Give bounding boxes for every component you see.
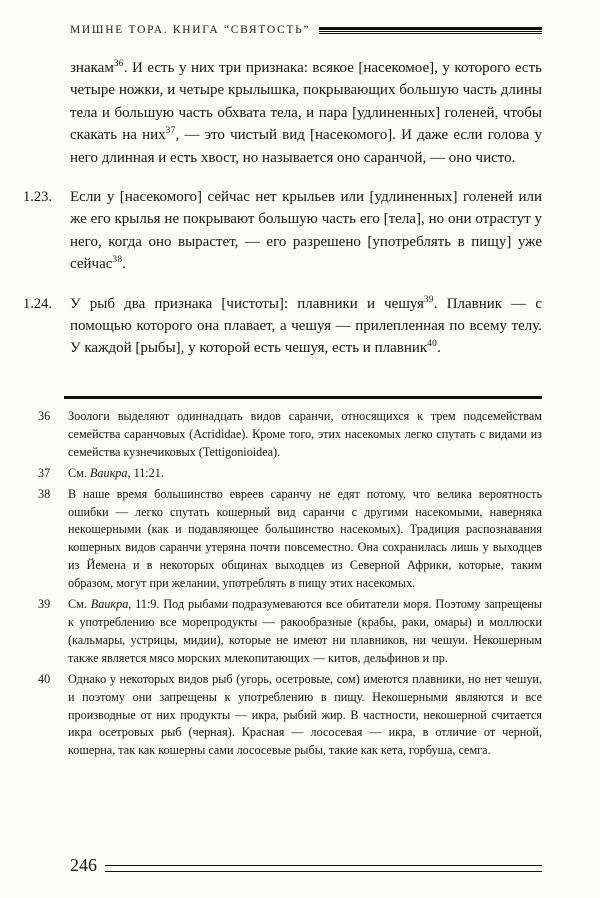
footnote-37: [38, 465, 542, 483]
footnote-text: См. Ваикра, 11:21.: [68, 465, 164, 480]
footnote-36: [38, 408, 542, 462]
footer-rule-thin-line: [105, 871, 542, 872]
header-rule-thin-line: [319, 33, 542, 34]
footnote-number: 40: [38, 671, 51, 686]
footnote-number: 38: [38, 486, 51, 501]
paragraph-text: знакам$^{36}$. И есть у них три признака: всякое [насекомое], у которого есть четыре ножки, и четыре крылышка, покрывающих большую часть длины тела и большую часть обхвата тела, и пара [удлиненных] голеней, чтобы скакать на них$^{37}$, — это чистый вид [насекомого]. И даже если голова у него длинная и есть хвост, но называется оно саранчой, — оно чисто.: [70, 59, 542, 166]
paragraph-text: Если у [насекомого] сейчас нет крыльев или [удлиненных] голеней или же его крылья не покрывают большую часть его [тела], но они отрастут у него, когда оно вырастет, — его разрешено [употреблять в пищу] уже сейчас$^{38}$.: [70, 189, 542, 273]
footnote-separator-rule: [64, 396, 542, 399]
footnote-number: 37: [38, 465, 51, 480]
paragraph-text: У рыб два признака [чистоты]: плавники и чешуя$^{39}$. Плавник — с помощью которого она плавает, а чешуя — прилепленная по всему телу. У каждой [рыбы], у которой есть чешуя, есть и плавник$^{40}$.: [70, 294, 543, 357]
paragraph-1-23: [23, 186, 542, 276]
header-rule-thick-line: [319, 27, 542, 30]
footnote-number: 39: [38, 597, 51, 612]
footnote-text: Однако у некоторых видов рыб (угорь, осетровые, сом) имеются плавники, но нет чешуи, и поэтому они запрещены к употреблению в пищу. Некошерными являются и все производные от них продукты — икра, рыбий жир. В частности, некошерной считается икра осетровых рыб (черная). Красная — лососевая — икра, в отличие от черной, кошерна, так как кошерны сами лососевые рыбы, такие как кета, горбуша, семга.: [68, 671, 542, 758]
running-title: МИШНЕ ТОРА. КНИГА “СВЯТОСТЬ”: [70, 24, 311, 36]
main-text: [23, 57, 543, 377]
paragraph-1-24: [23, 293, 543, 360]
footnotes-section: [38, 408, 542, 763]
page-footer: [70, 856, 542, 874]
page-header: [70, 24, 542, 36]
page-number: 246: [70, 855, 97, 875]
header-rule-decoration: [319, 27, 542, 34]
footnote-number: 36: [38, 409, 51, 423]
paragraph-number: 1.23.: [23, 189, 52, 206]
header-rule-thin-line: [319, 31, 542, 32]
footnote-39: [38, 596, 542, 668]
footnote-40: [38, 671, 542, 761]
footer-rule-thin-line: [105, 865, 542, 866]
footer-rule-decoration: [105, 860, 542, 874]
footnote-text: См. Ваикра, 11:9. Под рыбами подразумеваются все обитатели моря. Поэтому запрещены к употреблению все морепродукты — ракообразные (крабы, раки, омары) и моллюски (кальмары, устрицы, мидии), которые не имеют ни плавников, ни чешуи. Некошерным также является мясо морских млекопитающих — китов, дельфинов и пр.: [68, 597, 542, 665]
paragraph-continuation: [70, 57, 542, 169]
footnote-text: В наше время большинство евреев саранчу не едят потому, что велика вероятность ошибки — легко спутать кошерный вид саранчи с другими насекомыми, наверняка некошерными (как и подавляющее большинство насекомых). Традиция распознавания кошерных видов саранчи утеряна почти повсеместно. Она сохранилась лишь у выходцев из Йемена и в некоторых общинах выходцев из Северной Африки, которые, таким образом, могут при желании, употреблять в пищу этих насекомых.: [68, 486, 542, 591]
footnote-text: Зоологи выделяют одиннадцать видов саранчи, относящихся к трем подсемействам семейства саранчовых (Acrididae). Кроме того, этих насекомых легко спутать с видами из семейства кузнечиковых (Tettigonioidea).: [68, 409, 542, 459]
footnote-38: [38, 486, 542, 593]
paragraph-number: 1.24.: [23, 295, 52, 312]
